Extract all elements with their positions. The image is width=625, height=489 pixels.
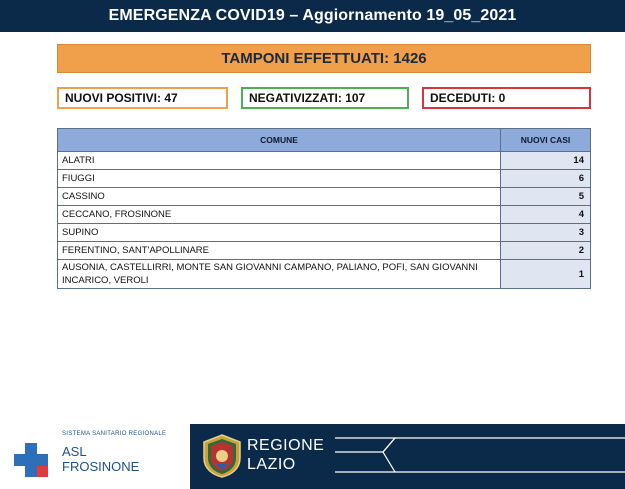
table-row bbox=[58, 188, 591, 206]
deceduti-box: DECEDUTI: 0 bbox=[422, 87, 591, 109]
casi-cell: 6 bbox=[501, 170, 591, 188]
table-row bbox=[58, 206, 591, 224]
table-row bbox=[58, 242, 591, 260]
comune-cell: CECCANO, FROSINONE bbox=[58, 206, 501, 224]
comune-cell: CASSINO bbox=[58, 188, 501, 206]
nuovi-positivi-box: NUOVI POSITIVI: 47 bbox=[57, 87, 228, 109]
lazio-label: LAZIO bbox=[247, 456, 296, 473]
asl-label: ASL bbox=[62, 444, 87, 459]
regione-label: REGIONE bbox=[247, 437, 325, 454]
casi-cell: 5 bbox=[501, 188, 591, 206]
comune-cell: ALATRI bbox=[58, 152, 501, 170]
page-title: EMERGENZA COVID19 – Aggiornamento 19_05_2021 bbox=[0, 0, 625, 32]
casi-cell: 2 bbox=[501, 242, 591, 260]
regione-lazio-emblem-icon bbox=[202, 434, 242, 478]
negativizzati-box: NEGATIVIZZATI: 107 bbox=[241, 87, 409, 109]
health-cross-icon bbox=[14, 443, 48, 477]
table-header-row bbox=[58, 129, 591, 152]
comune-cell: SUPINO bbox=[58, 224, 501, 242]
table-row bbox=[58, 152, 591, 170]
casi-cell: 1 bbox=[501, 260, 591, 289]
ssr-label: SISTEMA SANITARIO REGIONALE bbox=[62, 431, 167, 437]
table-row bbox=[58, 224, 591, 242]
casi-cell: 14 bbox=[501, 152, 591, 170]
comune-header: COMUNE bbox=[58, 129, 501, 152]
tamponi-banner: TAMPONI EFFETTUATI: 1426 bbox=[57, 44, 591, 73]
asl-frosinone-logo bbox=[0, 424, 190, 489]
comune-cell: FIUGGI bbox=[58, 170, 501, 188]
table-row bbox=[58, 260, 591, 289]
casi-cell: 4 bbox=[501, 206, 591, 224]
regione-lazio-banner bbox=[190, 424, 625, 489]
cases-table bbox=[57, 128, 591, 289]
nuovi-casi-header: NUOVI CASI bbox=[501, 129, 591, 152]
frosinone-label: FROSINONE bbox=[62, 459, 140, 474]
comune-cell: AUSONIA, CASTELLIRRI, MONTE SAN GIOVANNI CAMPANO, PALIANO, POFI, SAN GIOVANNI INCARICO, VEROLI bbox=[58, 260, 501, 289]
table-row bbox=[58, 170, 591, 188]
casi-cell: 3 bbox=[501, 224, 591, 242]
comune-cell: FERENTINO, SANT'APOLLINARE bbox=[58, 242, 501, 260]
